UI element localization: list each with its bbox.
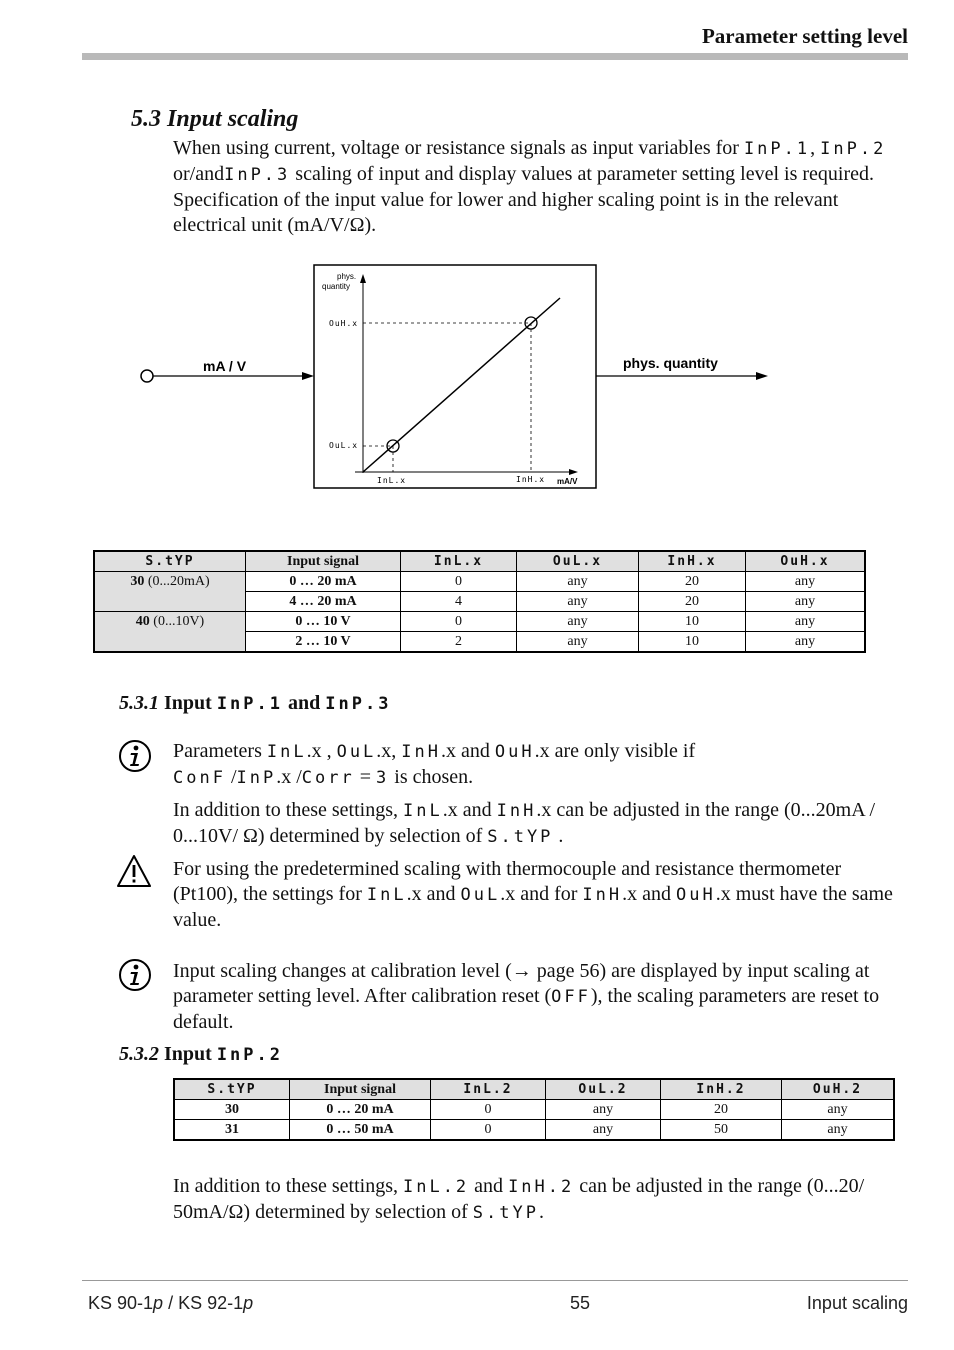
note-text: .x, <box>376 740 397 762</box>
intro-text: , <box>810 137 816 159</box>
param-code: InL <box>366 885 407 905</box>
table-cell: any <box>782 1100 895 1120</box>
note-text: is chosen. <box>389 766 474 788</box>
subsection-number: 5.3.2 <box>119 1043 159 1065</box>
x-axis-label: mA/V <box>557 477 578 486</box>
table-cell: 0 <box>401 572 517 592</box>
warning-text: For using the predetermined scaling with thermocouple and resistance thermometer (Pt100), the settings for <box>173 858 842 905</box>
note-text: = <box>354 766 377 788</box>
note-text: .x and <box>441 740 490 762</box>
table-cell: 31 <box>174 1120 290 1141</box>
note-text: . <box>553 825 564 847</box>
table-cell: 2 <box>401 632 517 653</box>
param-code: ConF <box>173 768 226 788</box>
table-header-row <box>94 551 865 572</box>
intro-paragraph <box>173 136 893 238</box>
param-code: InP.2 <box>216 1045 283 1065</box>
section-number: 5.3 <box>131 106 161 132</box>
subsection-text: Input <box>164 692 212 714</box>
subsection-heading-531 <box>119 692 391 715</box>
subsection-text: and <box>288 692 321 714</box>
header-title: Parameter setting level <box>701 24 908 48</box>
table-cell: 4 <box>401 592 517 612</box>
y-axis-label-line1: phys. <box>337 272 357 281</box>
note-range <box>173 798 893 850</box>
table-cell <box>94 572 246 612</box>
note-text: In addition to these settings, <box>173 799 398 821</box>
table-cell: any <box>517 572 639 592</box>
table-cell: 0 <box>431 1120 546 1141</box>
scaling-table-inp1-inp3 <box>93 550 866 653</box>
table-cell: any <box>517 592 639 612</box>
scaling-diagram <box>130 262 780 492</box>
table-row <box>174 1100 894 1120</box>
warning-icon <box>115 853 153 889</box>
param-code: OuL <box>336 742 377 762</box>
note-text: .x / <box>276 766 302 788</box>
param-code: InL <box>402 801 443 821</box>
table-cell: 0 … 20 mA <box>290 1100 431 1120</box>
out-low-label: OuL.x <box>329 441 359 450</box>
table-cell <box>94 612 246 653</box>
subsection-number: 5.3.1 <box>119 692 159 714</box>
closing-paragraph <box>173 1174 893 1226</box>
param-code: InH <box>496 801 537 821</box>
intro-text: When using current, voltage or resistance signals as input variables for <box>173 137 739 159</box>
output-arrowhead <box>756 372 768 380</box>
param-code: S.tYP <box>487 827 554 847</box>
table-header: Input signal <box>290 1079 431 1100</box>
note-text: / <box>225 766 237 788</box>
footer-text: p <box>153 1293 164 1313</box>
note-calibration <box>173 959 893 1035</box>
closing-text: and <box>474 1175 504 1197</box>
footer-text: / KS 92-1 <box>163 1293 244 1313</box>
closing-text: . <box>538 1201 544 1223</box>
type-desc: (0...20mA) <box>144 574 210 589</box>
param-code: InP.3 <box>325 694 392 714</box>
table-header: OuH.2 <box>782 1079 895 1100</box>
table-cell: any <box>746 612 866 632</box>
table-cell: any <box>517 632 639 653</box>
table-header: InL.2 <box>431 1079 546 1100</box>
table-cell: any <box>517 612 639 632</box>
closing-text: In addition to these settings, <box>173 1175 398 1197</box>
param-code: InL <box>266 742 307 762</box>
param-code: 3 <box>376 768 390 788</box>
table-cell: 10 <box>639 612 746 632</box>
table-cell: 0 <box>401 612 517 632</box>
footer-text: KS 90-1 <box>88 1293 154 1313</box>
page-number: 55 <box>570 1293 591 1313</box>
warning-note <box>173 857 893 933</box>
note-text: .x are only visible if <box>534 740 696 762</box>
table-cell: 10 <box>639 632 746 653</box>
param-code: InH <box>401 742 442 762</box>
section-title-text: Input scaling <box>167 106 299 132</box>
table-header: OuH.x <box>746 551 866 572</box>
param-code: InP <box>236 768 277 788</box>
table-header: S.tYP <box>94 551 246 572</box>
param-code: InH.2 <box>508 1177 575 1197</box>
table-cell: 4 … 20 mA <box>246 592 401 612</box>
warning-text: .x and <box>406 883 456 905</box>
table-cell: any <box>746 632 866 653</box>
table-header: InH.x <box>639 551 746 572</box>
y-axis-label-line2: quantity <box>322 282 351 291</box>
table-cell: any <box>746 592 866 612</box>
closing-text: can be adjusted in the range (0...20/ 50mA/Ω) determined by selection of <box>173 1175 865 1223</box>
param-code: S.tYP <box>472 1203 539 1223</box>
warning-text: .x and <box>622 883 672 905</box>
in-low-label: InL.x <box>377 476 407 485</box>
param-code: OuH <box>494 742 535 762</box>
table-row <box>94 572 865 592</box>
warning-text: .x and for <box>500 883 578 905</box>
intro-text: or/and <box>173 163 225 185</box>
note-visibility <box>173 739 893 791</box>
table-cell: 20 <box>639 592 746 612</box>
type-number: 40 <box>135 614 150 629</box>
table-header: OuL.x <box>517 551 639 572</box>
type-desc: (0...10V) <box>149 614 205 629</box>
table-cell: any <box>546 1120 661 1141</box>
input-label: mA / V <box>203 358 247 374</box>
table-cell: 20 <box>661 1100 782 1120</box>
table-cell: 0 … 10 V <box>246 612 401 632</box>
table-cell: 2 … 10 V <box>246 632 401 653</box>
intro-text: scaling of input and display values at parameter setting level is required. Specification of the input value for lower and higher scaling point is in the relevant electrical unit (mA/V/Ω). <box>173 163 874 236</box>
table-header-row <box>174 1079 894 1100</box>
note-text: Parameters <box>173 740 262 762</box>
note-text: ), the scaling parameters are reset to default. <box>173 985 880 1033</box>
diagram-box <box>314 265 596 488</box>
table-cell: any <box>746 572 866 592</box>
warning-text: .x must have the same value. <box>173 883 893 931</box>
table-row <box>94 612 865 632</box>
info-icon <box>118 958 152 992</box>
subsection-heading-532 <box>119 1043 283 1066</box>
table-cell: 50 <box>661 1120 782 1141</box>
note-text: .x , <box>306 740 332 762</box>
param-code: InP.3 <box>224 165 291 185</box>
out-high-label: OuH.x <box>329 319 359 328</box>
section-title <box>131 106 298 133</box>
table-header: OuL.2 <box>546 1079 661 1100</box>
footer-text: p <box>243 1293 254 1313</box>
table-cell: 20 <box>639 572 746 592</box>
param-code: InP.1 <box>216 694 283 714</box>
table-header: S.tYP <box>174 1079 290 1100</box>
param-code: OuH <box>676 885 716 905</box>
type-number: 30 <box>130 574 145 589</box>
input-terminal <box>141 370 153 382</box>
header-rule <box>82 53 908 60</box>
param-code: InH <box>582 885 623 905</box>
table-cell: 0 … 50 mA <box>290 1120 431 1141</box>
table-header: Input signal <box>246 551 401 572</box>
note-text: .x can be adjusted in the range (0...20mA / 0...10V/ Ω) determined by selection of <box>173 799 876 847</box>
table-cell: any <box>782 1120 895 1141</box>
param-code: OuL <box>460 885 501 905</box>
param-code: InP.2 <box>820 139 887 159</box>
subsection-text: Input <box>164 1043 212 1065</box>
table-header: InH.2 <box>661 1079 782 1100</box>
output-label: phys. quantity <box>623 355 718 371</box>
table-cell: 0 <box>431 1100 546 1120</box>
footer-section: Input scaling <box>806 1293 908 1313</box>
footer-rule <box>82 1280 908 1281</box>
param-code: InP.1 <box>743 139 811 159</box>
param-code: Corr <box>301 768 355 788</box>
footer-product <box>88 1293 253 1314</box>
table-cell: any <box>546 1100 661 1120</box>
input-arrowhead <box>302 372 314 380</box>
table-header: InL.x <box>401 551 517 572</box>
info-icon <box>118 739 152 773</box>
table-cell: 30 <box>174 1100 290 1120</box>
note-text: .x and <box>442 799 492 821</box>
scaling-table-inp2 <box>173 1078 895 1141</box>
in-high-label: InH.x <box>516 475 546 484</box>
table-row <box>174 1120 894 1141</box>
param-code: InL.2 <box>402 1177 470 1197</box>
param-code: OFF <box>551 987 591 1007</box>
table-cell: 0 … 20 mA <box>246 572 401 592</box>
note-text: Input scaling changes at calibration level (→ page 56) are displayed by input scaling at parameter setting level. After calibration reset ( <box>173 960 870 1007</box>
